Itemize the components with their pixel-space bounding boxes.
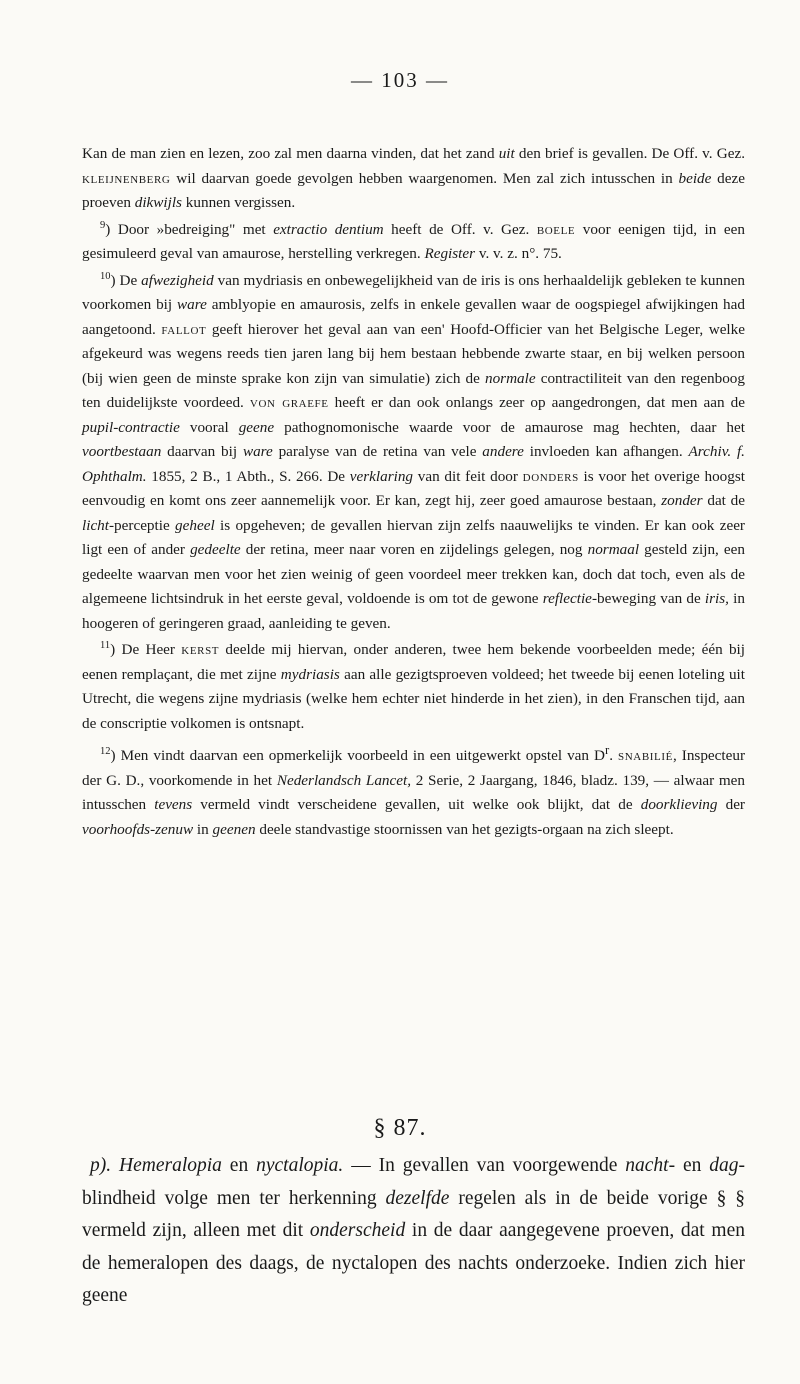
footnote-12: $^{12}$) Men vindt daarvan een opmerkelijk voorbeeld in een uitgewerkt opstel van $D^r$. snabilié, Inspecteur der G. D., voorkomende in het Nederlandsch Lancet, 2 Serie, 2 Jaargang, 1846, bladz. 139, — alwaar men intusschen tevens vermeld vindt verscheidene gevallen, uit welke ook blijkt, dat de doorklieving der voorhoofds-zenuw in geenen deele standvastige stoornissen van het gezigts-orgaan na zich sleept. [82,743,746,838]
main-text [82,1150,745,1313]
section-heading: § 87. [373,1115,427,1141]
footnote-11: $^{11}$) De Heer kerst deelde mij hiervan, onder anderen, twee hem bekende voorbeelden mede; één bij eenen remplaçant, die met zijne mydriasis aan alle gezigtsproeven voldeed; het tweede bij eenen loteling uit Utrecht, die wegens zijne mydriasis (welke hem echter niet hinderde in het zien), in den Franschen tijd, aan de conscriptie volkomen is ontsnapt. [82,639,745,732]
main-paragraph: p). Hemeralopia en nyctalopia. — In gevallen van voorgewende nacht- en dag-blindheid volge men ter herkenning dezelfde regelen als in de beide vorige § § vermeld zijn, alleen met dit onderscheid in de daar aangegevene proeven, dat men de hemeralopen des daags, de nyctalopen des nachts onderzoeke. Indien zich hier geene [82,1155,746,1306]
footnote-block [82,142,745,844]
page-number: — 103 — [351,68,449,92]
footnote-10: $^{10}$) De afwezigheid van mydriasis en onbewegelijkheid van de iris is ons herhaaldelijk gebleken te kunnen voorkomen bij ware amblyopie en amaurosis, zelfs in enkele gevallen waar de oogspiegel afwijkingen had aangetoond. fallot geeft hierover het geval aan van een' Hoofd-Officier van het Belgische Leger, welke afgekeurd was wegens reeds tien jaren lang bij hem bestaan hebbende zwarte staar, en bij welken persoon (bij wien geen de minste sprake kon zijn van simulatie) zich de normale contractiliteit van den regenboog ten duidelijkste voordeed. von graefe heeft er dan ook onlangs zeer op aangedrongen, dat men aan de pupil-contractie vooral geene pathognomonische waarde voor de amaurose mag hechten, daar het voortbestaan daarvan bij ware paralyse van de retina van vele andere invloeden kan afhangen. Archiv. f. Ophthalm. 1855, 2 B., 1 Abth., S. 266. De verklaring van dit feit door donders is voor het overige hoogst eenvoudig en komt ons zeer aannemelijk voor. Er kan, zegt hij, zeer goed amaurose bestaan, zonder dat de licht-perceptie geheel is opgeheven; de gevallen hiervan zijn zelfs naauwelijks te vinden. Er kan ook zeer ligt een of ander gedeelte der retina, meer naar voren en zijdelings gelegen, nog normaal gesteld zijn, een gedeelte waarvan men voor het zien weinig of geen voordeel meer trekken kan, doch dat toch, even als de algemeene lichtsindruk in het eerste geval, voldoende is om tot de gewone reflectie-beweging van de iris, in hoogeren of geringeren graad, aanleiding te geven. [82,270,746,632]
footnote-9: $^9$) Door »bedreiging" met extractio dentium heeft de Off. v. Gez. boele voor eenigen tijd, in een gesimuleerd geval van amaurose, herstelling verkregen. Register v. v. z. n°. 75. [82,219,745,262]
paragraph-continuation: Kan de man zien en lezen, zoo zal men daarna vinden, dat het zand uit den brief is gevallen. De Off. v. Gez. kleijnenberg wil daarvan goede gevolgen hebben waargenomen. Men zal zich intusschen in beide deze proeven dikwijls kunnen vergissen. [82,145,745,211]
